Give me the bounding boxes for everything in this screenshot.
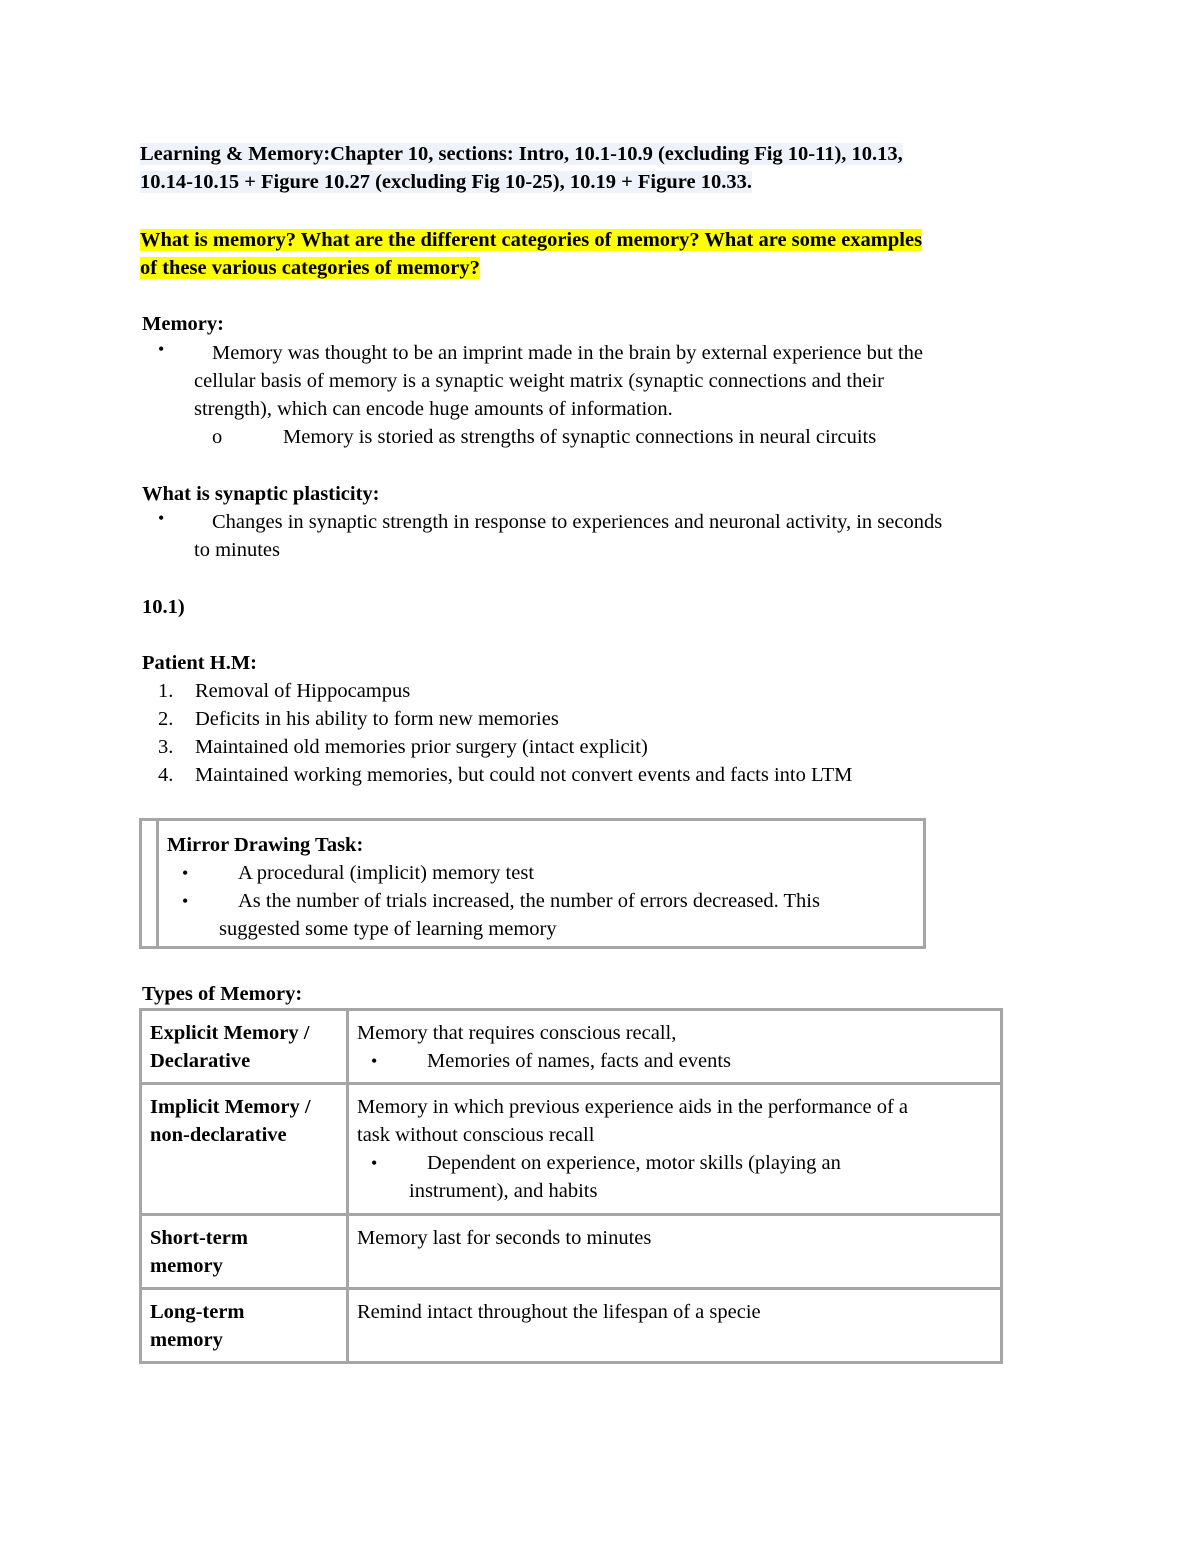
mirror-heading: Mirror Drawing Task:: [167, 834, 364, 856]
memory-type-name: Implicit Memory /: [150, 1096, 311, 1118]
memory-desc-cell: [348, 1010, 1002, 1084]
table-row: [141, 1010, 1002, 1084]
list-number: 4.: [158, 764, 174, 786]
memory-heading: Memory:: [142, 313, 224, 335]
list-text: Deficits in his ability to form new memories: [195, 708, 559, 730]
list-item: [158, 705, 852, 733]
memory-bullet: Dependent on experience, motor skills (playing an: [427, 1152, 841, 1174]
memory-type-name: memory: [150, 1255, 223, 1277]
bullet-icon: •: [158, 508, 165, 528]
plasticity-bullet-line-2: to minutes: [194, 539, 280, 561]
memory-type-name: non-declarative: [150, 1124, 287, 1146]
list-item: [158, 733, 852, 761]
memory-desc-cell: [348, 1084, 1002, 1215]
memory-type-cell: [141, 1289, 348, 1363]
memory-desc: task without conscious recall: [357, 1124, 595, 1146]
memory-type-name: memory: [150, 1329, 223, 1351]
list-number: 3.: [158, 736, 174, 758]
bullet-icon: •: [371, 1153, 378, 1173]
bullet-icon: •: [371, 1051, 378, 1071]
memory-type-cell: [141, 1215, 348, 1289]
list-text: Maintained old memories prior surgery (intact explicit): [195, 736, 648, 758]
list-text: Maintained working memories, but could not convert events and facts into LTM: [195, 764, 853, 786]
memory-type-name: Long-term: [150, 1301, 245, 1323]
mirror-bullet-1: A procedural (implicit) memory test: [238, 862, 535, 884]
mirror-bullet-2-line-1: As the number of trials increased, the number of errors decreased. This: [238, 890, 820, 912]
memory-desc: Remind intact throughout the lifespan of a specie: [357, 1301, 761, 1323]
question-line-1: What is memory? What are the different categories of memory? What are some examples: [140, 229, 923, 251]
mirror-bullet-2-line-2: suggested some type of learning memory: [219, 918, 557, 940]
question-line-2: of these various categories of memory?: [140, 257, 480, 279]
table-row: [141, 1215, 1002, 1289]
memory-desc-cell: [348, 1215, 1002, 1289]
memory-bullet-line-1: Memory was thought to be an imprint made in the brain by external experience but the: [212, 342, 924, 364]
cell-bullet: [357, 1047, 992, 1075]
plasticity-heading: What is synaptic plasticity:: [142, 483, 380, 505]
table-row: [141, 1084, 1002, 1215]
list-item: [158, 677, 852, 705]
types-heading: Types of Memory:: [142, 983, 303, 1005]
highlighted-question: [140, 226, 1050, 282]
memory-bullet: Memories of names, facts and events: [427, 1050, 731, 1072]
memory-type-name: Declarative: [150, 1050, 251, 1072]
title-line-1: Learning & Memory:Chapter 10, sections: Intro, 10.1-10.9 (excluding Fig 10-11), 10.13,: [140, 143, 903, 165]
bullet-icon: •: [182, 863, 189, 883]
memory-desc: Memory last for seconds to minutes: [357, 1227, 652, 1249]
cell-bullet: [357, 1149, 992, 1177]
memory-type-name: Explicit Memory /: [150, 1022, 310, 1044]
memory-type-cell: [141, 1084, 348, 1215]
list-item: [158, 761, 852, 789]
list-text: Removal of Hippocampus: [195, 680, 411, 702]
memory-type-name: Short-term: [150, 1227, 248, 1249]
memory-bullet: instrument), and habits: [409, 1180, 598, 1202]
mirror-drawing-box: [139, 818, 926, 949]
list-number: 2.: [158, 708, 174, 730]
memory-desc: Memory in which previous experience aids in the performance of a: [357, 1096, 909, 1118]
box-divider: [156, 821, 159, 946]
patient-list: [158, 677, 852, 789]
memory-bullet-line-3: strength), which can encode huge amounts of information.: [194, 398, 673, 420]
memory-sub-bullet: Memory is storied as strengths of synaptic connections in neural circuits: [283, 426, 877, 448]
bullet-icon: •: [182, 891, 189, 911]
bullet-icon: •: [158, 339, 165, 359]
plasticity-bullet-line-1: Changes in synaptic strength in response to experiences and neuronal activity, in seconds: [212, 511, 943, 533]
memory-desc: Memory that requires conscious recall,: [357, 1022, 677, 1044]
sub-bullet-icon: o: [212, 426, 223, 448]
memory-bullet-line-2: cellular basis of memory is a synaptic weight matrix (synaptic connections and their: [194, 370, 884, 392]
list-number: 1.: [158, 680, 174, 702]
memory-type-cell: [141, 1010, 348, 1084]
patient-heading: Patient H.M:: [142, 652, 257, 674]
document-title: [140, 140, 1040, 196]
memory-desc-cell: [348, 1289, 1002, 1363]
table-row: [141, 1289, 1002, 1363]
section-10-1-heading: 10.1): [142, 596, 185, 618]
types-of-memory-table: [139, 1008, 1003, 1364]
title-line-2: 10.14-10.15 + Figure 10.27 (excluding Fig 10-25), 10.19 + Figure 10.33.: [140, 171, 752, 193]
